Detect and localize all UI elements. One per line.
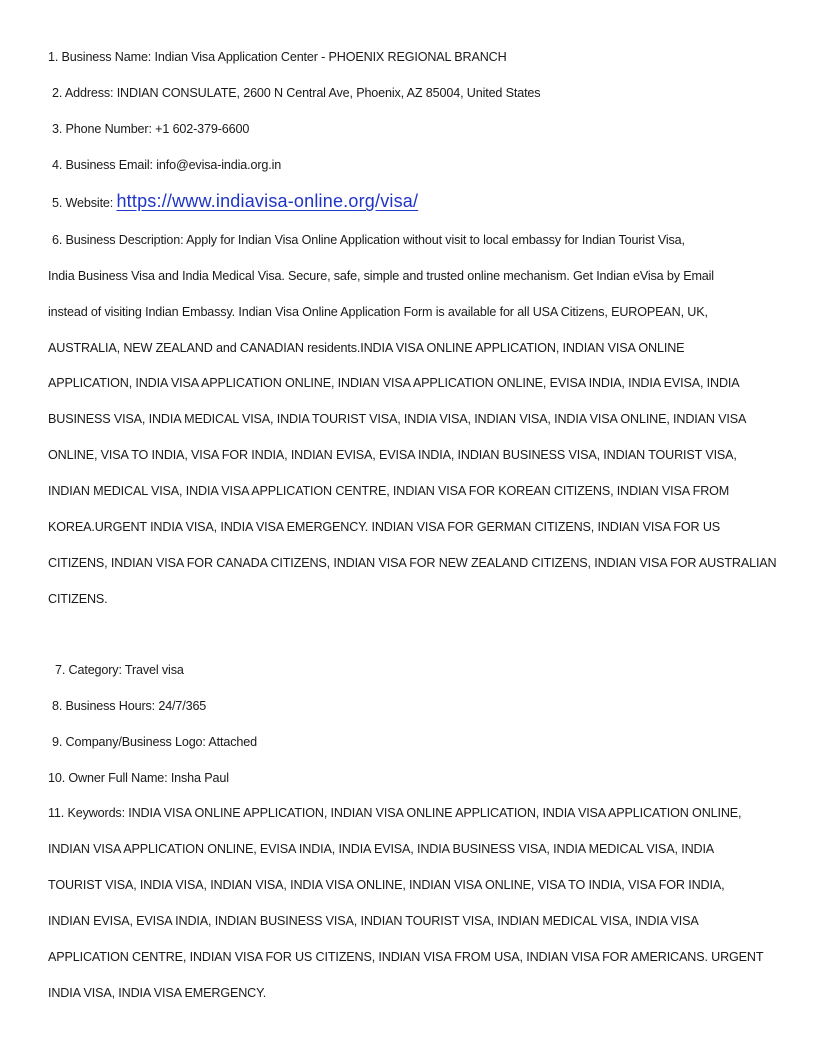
description-line: AUSTRALIA, NEW ZEALAND and CANADIAN residents.INDIA VISA ONLINE APPLICATION, INDIAN VISA ONLINE <box>48 341 685 355</box>
description-line: INDIAN MEDICAL VISA, INDIA VISA APPLICATION CENTRE, INDIAN VISA FOR KOREAN CITIZENS, INDIAN VISA FROM <box>48 484 730 498</box>
description-line: ONLINE, VISA TO INDIA, VISA FOR INDIA, INDIAN EVISA, EVISA INDIA, INDIAN BUSINESS VISA, INDIAN TOURIST VISA, <box>48 448 737 462</box>
keywords-line: INDIA VISA, INDIA VISA EMERGENCY. <box>48 986 267 1000</box>
website-line <box>52 193 418 211</box>
phone-line: 3. Phone Number: +1 602-379-6600 <box>52 122 250 136</box>
keywords-line: INDIAN VISA APPLICATION ONLINE, EVISA INDIA, INDIA EVISA, INDIA BUSINESS VISA, INDIA MEDICAL VISA, INDIA <box>48 842 715 856</box>
keywords-line: 11. Keywords: INDIA VISA ONLINE APPLICATION, INDIAN VISA ONLINE APPLICATION, INDIA VISA APPLICATION ONLINE, <box>48 806 742 820</box>
keywords-line: INDIAN EVISA, EVISA INDIA, INDIAN BUSINESS VISA, INDIAN TOURIST VISA, INDIAN MEDICAL VISA, INDIA VISA <box>48 914 699 928</box>
website-link[interactable]: https://www.indiavisa-online.org/visa/ <box>116 191 419 211</box>
owner-line: 10. Owner Full Name: Insha Paul <box>48 771 229 785</box>
description-line: instead of visiting Indian Embassy. Indian Visa Online Application Form is available for all USA Citizens, EUROPEAN, UK, <box>48 305 708 319</box>
email-line: 4. Business Email: info@evisa-india.org.in <box>52 158 282 172</box>
hours-line: 8. Business Hours: 24/7/365 <box>52 699 207 713</box>
description-line: BUSINESS VISA, INDIA MEDICAL VISA, INDIA TOURIST VISA, INDIA VISA, INDIAN VISA, INDIA VISA ONLINE, INDIAN VISA <box>48 412 747 426</box>
keywords-line: APPLICATION CENTRE, INDIAN VISA FOR US CITIZENS, INDIAN VISA FROM USA, INDIAN VISA FOR AMERICANS. URGENT <box>48 950 764 964</box>
business-name-line: 1. Business Name: Indian Visa Application Center - PHOENIX REGIONAL BRANCH <box>48 50 507 64</box>
description-line: 6. Business Description: Apply for Indian Visa Online Application without visit to local embassy for Indian Tourist Visa, <box>52 233 685 247</box>
description-line: CITIZENS. <box>48 592 108 606</box>
description-line: CITIZENS, INDIAN VISA FOR CANADA CITIZENS, INDIAN VISA FOR NEW ZEALAND CITIZENS, INDIAN VISA FOR AUSTRALIAN <box>48 556 777 570</box>
address-line: 2. Address: INDIAN CONSULATE, 2600 N Central Ave, Phoenix, AZ 85004, United States <box>52 86 541 100</box>
category-line: 7. Category: Travel visa <box>55 663 184 677</box>
description-line: India Business Visa and India Medical Visa. Secure, safe, simple and trusted online mechanism. Get Indian eVisa by Email <box>48 269 714 283</box>
logo-line: 9. Company/Business Logo: Attached <box>52 735 257 749</box>
website-label: 5. Website: <box>52 196 117 210</box>
keywords-line: TOURIST VISA, INDIA VISA, INDIAN VISA, INDIA VISA ONLINE, INDIAN VISA ONLINE, VISA TO INDIA, VISA FOR INDIA, <box>48 878 725 892</box>
description-line: APPLICATION, INDIA VISA APPLICATION ONLINE, INDIAN VISA APPLICATION ONLINE, EVISA INDIA, INDIA EVISA, INDIA <box>48 376 740 390</box>
description-line: KOREA.URGENT INDIA VISA, INDIA VISA EMERGENCY. INDIAN VISA FOR GERMAN CITIZENS, INDIAN VISA FOR US <box>48 520 721 534</box>
